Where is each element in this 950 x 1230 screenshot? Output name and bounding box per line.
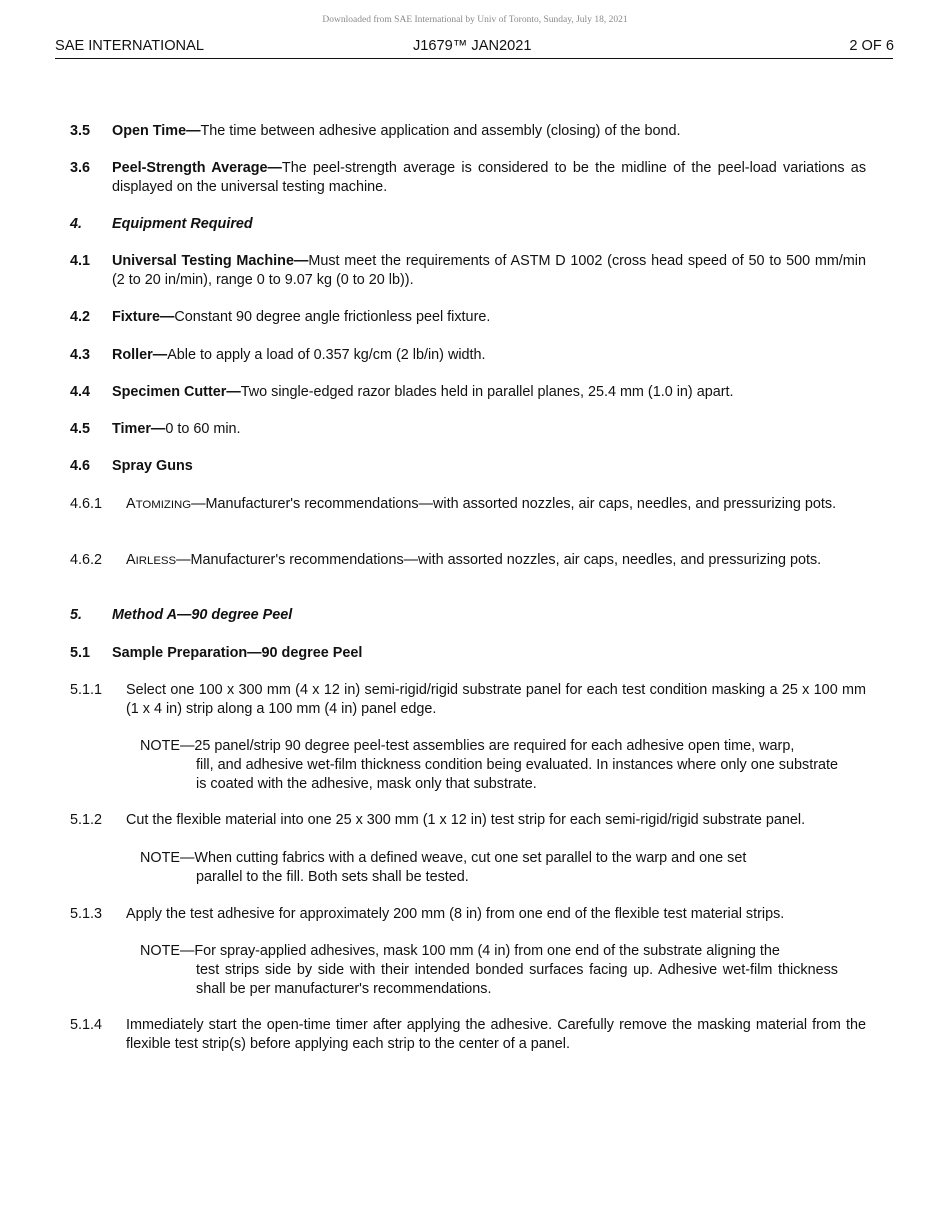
section-number: 3.5	[70, 123, 91, 139]
term-initial: A	[126, 496, 136, 512]
paragraph-text: Cut the flexible material into one 25 x 300 mm (1 x 12 in) test strip for each semi-rigid/rigid substrate panel.	[126, 812, 806, 828]
section-3-5	[70, 122, 866, 141]
section-title: Equipment Required	[112, 216, 253, 232]
section-4-6-2	[70, 551, 866, 571]
definition: The peel-strength average is considered to be the midline of the peel-load variations as displayed on the universal testing machine.	[112, 160, 867, 195]
section-title: Sample Preparation—90 degree Peel	[112, 645, 363, 661]
note-continuation: fill, and adhesive wet-film thickness condition being evaluated. In instances where only one substrate is coated with the adhesive, mask only that substrate.	[196, 757, 838, 792]
term: Peel-Strength Average—	[112, 160, 282, 176]
term: Universal Testing Machine—	[112, 253, 309, 269]
section-3-6	[70, 159, 866, 197]
section-5-1-4	[70, 1016, 866, 1054]
section-4-4	[70, 383, 866, 402]
definition: The time between adhesive application and assembly (closing) of the bond.	[200, 123, 681, 139]
definition: —Manufacturer's recommendations—with assorted nozzles, air caps, needles, and pressurizing pots.	[176, 552, 822, 568]
section-number: 5.1.1	[70, 682, 103, 698]
term: Timer—	[112, 421, 166, 437]
download-watermark: Downloaded from SAE International by Univ of Toronto, Sunday, July 18, 2021	[322, 15, 628, 25]
section-number: 4.1	[70, 253, 91, 269]
paragraph-text: Immediately start the open-time timer after applying the adhesive. Carefully remove the masking material from the flexible test strip(s) before applying each strip to the center of a panel.	[126, 1017, 866, 1052]
section-5-1-1	[70, 681, 866, 719]
section-number: 4.6.1	[70, 496, 103, 512]
note-5-1-3	[140, 942, 838, 999]
section-5-1-2	[70, 811, 866, 830]
definition: Constant 90 degree angle frictionless peel fixture.	[174, 309, 491, 325]
term: Fixture—	[112, 309, 175, 325]
section-number: 5.	[70, 607, 83, 623]
section-4-6	[70, 457, 866, 476]
note-continuation: parallel to the fill. Both sets shall be tested.	[196, 869, 469, 885]
term-initial: A	[126, 552, 136, 568]
section-number: 5.1.3	[70, 906, 103, 922]
section-number: 4.6	[70, 458, 91, 474]
header-page-number: 2 OF 6	[849, 38, 894, 54]
section-title: Method A—90 degree Peel	[112, 607, 293, 623]
section-number: 4.5	[70, 421, 91, 437]
section-number: 5.1	[70, 645, 91, 661]
paragraph-text: Select one 100 x 300 mm (4 x 12 in) semi-rigid/rigid substrate panel for each test condition masking a 25 x 100 mm (1 x 4 in) strip along a 100 mm (4 in) panel edge.	[126, 682, 866, 717]
term: Specimen Cutter—	[112, 384, 241, 400]
definition: Must meet the requirements of ASTM D 1002 (cross head speed of 50 to 500 mm/min (2 to 20 in/min), range 0 to 9.07 kg (0 to 20 lb)).	[112, 253, 866, 288]
definition: —Manufacturer's recommendations—with assorted nozzles, air caps, needles, and pressurizing pots.	[191, 496, 837, 512]
header-rule	[55, 58, 893, 59]
section-4-1	[70, 252, 866, 290]
term-small-caps: TOMIZING	[135, 499, 192, 511]
note-5-1-1	[140, 737, 838, 794]
section-4-2	[70, 308, 866, 327]
header-document-id: J1679™ JAN2021	[413, 38, 532, 54]
section-5-1-3	[70, 905, 866, 924]
section-number: 3.6	[70, 160, 91, 176]
section-4-3	[70, 346, 866, 365]
definition: Two single-edged razor blades held in parallel planes, 25.4 mm (1.0 in) apart.	[240, 384, 734, 400]
section-number: 4.	[70, 216, 83, 232]
header-organization: SAE INTERNATIONAL	[55, 38, 204, 54]
section-5-1	[70, 644, 866, 663]
section-number: 4.3	[70, 347, 91, 363]
paragraph-text: Apply the test adhesive for approximately 200 mm (8 in) from one end of the flexible test material strips.	[126, 906, 785, 922]
term: Open Time—	[112, 123, 201, 139]
note-first-line: NOTE—25 panel/strip 90 degree peel-test assemblies are required for each adhesive open time, warp,	[140, 738, 795, 754]
section-number: 5.1.2	[70, 812, 103, 828]
term: Roller—	[112, 347, 168, 363]
section-number: 4.2	[70, 309, 91, 325]
note-first-line: NOTE—For spray-applied adhesives, mask 100 mm (4 in) from one end of the substrate aligning the	[140, 943, 780, 959]
section-4-heading	[70, 215, 866, 234]
term-small-caps: IRLESS	[135, 555, 177, 567]
note-first-line: NOTE—When cutting fabrics with a defined weave, cut one set parallel to the warp and one set	[140, 850, 747, 866]
section-5-heading	[70, 606, 866, 625]
section-4-6-1	[70, 495, 866, 515]
definition: Able to apply a load of 0.357 kg/cm (2 lb/in) width.	[167, 347, 486, 363]
section-number: 4.6.2	[70, 552, 103, 568]
section-number: 4.4	[70, 384, 91, 400]
section-title: Spray Guns	[112, 458, 193, 474]
section-number: 5.1.4	[70, 1017, 103, 1033]
definition: 0 to 60 min.	[165, 421, 241, 437]
note-5-1-2	[140, 849, 838, 887]
section-4-5	[70, 420, 866, 439]
note-continuation: test strips side by side with their intended bonded surfaces facing up. Adhesive wet-film thickness shall be per manufacturer's recommendations.	[196, 962, 838, 997]
